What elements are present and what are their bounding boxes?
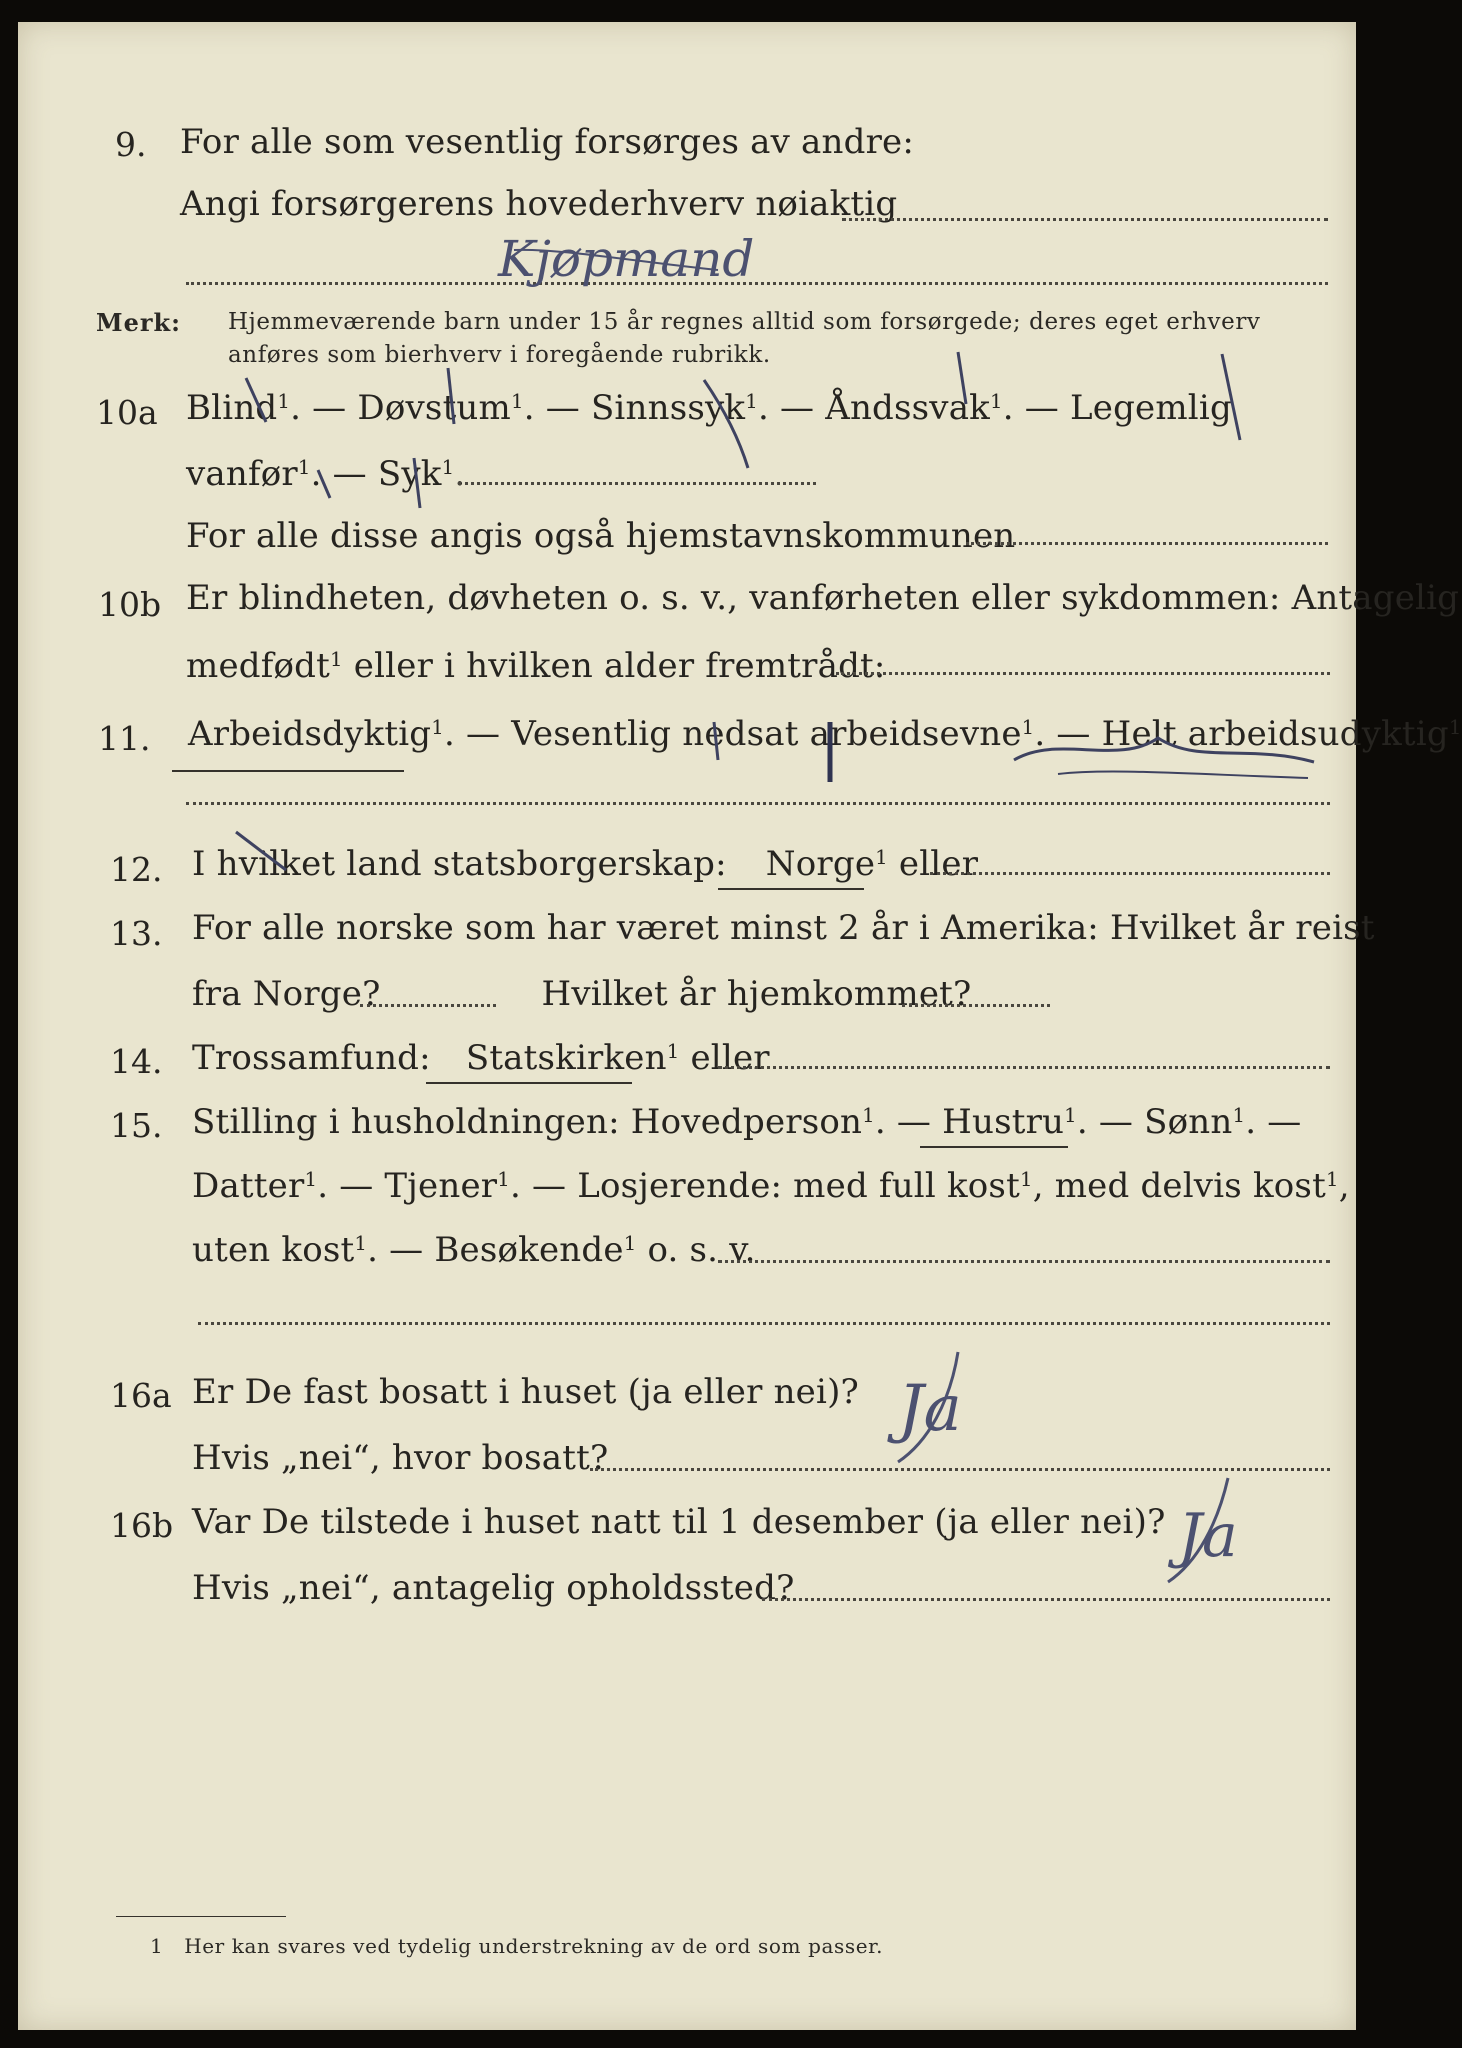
q10a-hjemstavn-line [966, 542, 1328, 545]
option-full-kost: . — Losjerende: med full kost [509, 1166, 1020, 1206]
q10a-number: 10a [96, 393, 158, 432]
q16b-opholdssted-line [762, 1598, 1330, 1601]
q16a-line1: Er De fast bosatt i huset (ja eller nei)? [192, 1372, 859, 1412]
option-legemlig: . — Legemlig [1002, 388, 1232, 428]
option-medfodt: medfødt [186, 646, 331, 686]
underline-hustru [920, 1146, 1068, 1148]
q10b-line2: medfødt$^1$ eller i hvilken alder fremtrådt: [186, 646, 886, 686]
q14-line: Trossamfund: Statskirken$^1$ eller [192, 1038, 770, 1078]
option-delvis-kost: , med delvis kost [1032, 1166, 1326, 1206]
q11-line: Arbeidsdyktig$^1$. — Vesentlig nedsat arbeidsevne$^1$. — Helt arbeidsudyktig$^1$ [188, 714, 1462, 754]
option-tjener: . — Tjener [317, 1166, 498, 1206]
handwriting-stroke-16b [1168, 1478, 1228, 1582]
q15-line1: Stilling i husholdningen: Hovedperson$^1$. — Hustru$^1$. — Sønn$^1$. — [192, 1102, 1302, 1142]
q13-hjemkommet: Hvilket år hjemkommet? [541, 974, 972, 1014]
q13-reist-line [360, 1004, 496, 1007]
strike-through-arbeidsudyktig-2 [1058, 771, 1308, 778]
q16b-line1: Var De tilstede i huset natt til 1 desember (ja eller nei)? [192, 1502, 1166, 1542]
q16a-line2: Hvis „nei“, hvor bosatt? [192, 1438, 609, 1478]
handwriting-flourish [514, 250, 718, 270]
footnote: 1 Her kan svares ved tydelig understrekning av de ord som passer. [150, 1934, 884, 1958]
q10a-line2: vanfør$^1$. — Syk$^1$. [186, 454, 466, 494]
q16b-line2: Hvis „nei“, antagelig opholdssted? [192, 1568, 795, 1608]
q13-number: 13. [110, 914, 163, 953]
q14-answer-line [718, 1066, 1330, 1069]
q14-label: Trossamfund: [192, 1038, 431, 1078]
option-blind: Blind [186, 388, 278, 428]
footnote-rule [116, 1916, 286, 1917]
q14-number: 14. [110, 1042, 163, 1081]
underline-norge [718, 888, 864, 890]
q16a-number: 16a [110, 1376, 172, 1415]
q15-answer-line-2 [198, 1322, 1330, 1325]
q12-answer-line [930, 872, 1330, 875]
q13-hjemkommet-line [902, 1004, 1050, 1007]
handwritten-answer-kjopmand: Kjøpmand [498, 230, 755, 288]
q13-fra-norge: fra Norge? [192, 974, 381, 1014]
merk-line1: Hjemmeværende barn under 15 år regnes alltid som forsørgede; deres eget erhverv [228, 309, 1261, 335]
q9-number: 9. [115, 125, 147, 164]
q11-number: 11. [98, 719, 151, 758]
option-datter: Datter [192, 1166, 305, 1206]
option-uten-kost: uten kost [192, 1230, 355, 1270]
q15-line3: uten kost$^1$. — Besøkende$^1$ o. s. v. [192, 1230, 756, 1270]
q10a-answer-line [458, 482, 816, 485]
q9-line2: Angi forsørgerens hovederhverv nøiaktig [180, 184, 898, 224]
q12-number: 12. [110, 850, 163, 889]
option-sonn: . — Sønn [1076, 1102, 1233, 1142]
option-norge: Norge [765, 844, 876, 884]
q9-line1: For alle som vesentlig forsørges av andre: [180, 122, 915, 162]
option-nedsat-arbeidsevne: . — Vesentlig nedsat arbeidsevne [444, 714, 1022, 754]
option-helt-arbeidsudyktig: . — Helt arbeidsudyktig [1034, 714, 1449, 754]
merk-line2: anføres som bierhverv i foregående rubrikk. [228, 342, 771, 368]
q10a-line3: For alle disse angis også hjemstavnskommunen [186, 516, 1016, 556]
option-besokende: . — Besøkende [367, 1230, 624, 1270]
q15-number: 15. [110, 1106, 163, 1145]
q13-line2 [192, 974, 971, 1014]
census-form-page [18, 22, 1462, 2030]
q10b-line1: Er blindheten, døvheten o. s. v., vanførheten eller sykdommen: Antagelig [186, 578, 1460, 618]
option-vanfor: vanfør [186, 454, 298, 494]
q9-answer-line-2 [186, 282, 1328, 285]
footnote-text: Her kan svares ved tydelig understrekning av de ord som passer. [184, 1934, 884, 1958]
option-hustru: Hustru [942, 1102, 1065, 1142]
option-sinnssyk: . — Sinnssyk [523, 388, 746, 428]
option-arbeidsdyktig: Arbeidsdyktig [188, 714, 432, 754]
handwritten-answer-16a: Ja [898, 1372, 962, 1446]
q12-line: I hvilket land statsborgerskap: Norge$^1$ eller [192, 844, 979, 884]
q10b-number: 10b [98, 585, 162, 624]
q15-line2: Datter$^1$. — Tjener$^1$. — Losjerende: med full kost$^1$, med delvis kost$^1$, [192, 1166, 1350, 1206]
q10b-answer-line [836, 672, 1330, 675]
handwriting-stroke-16a [898, 1352, 958, 1462]
option-andssvak: . — Åndssvak [757, 388, 990, 428]
option-statskirken: Statskirken [465, 1038, 667, 1078]
option-hovedperson: Stilling i husholdningen: Hovedperson [192, 1102, 863, 1142]
merk-label: Merk: [96, 308, 181, 337]
q11-answer-line [186, 802, 1330, 805]
handwritten-answer-16b: Ja [1178, 1501, 1238, 1571]
q10a-line1: Blind$^1$. — Døvstum$^1$. — Sinnssyk$^1$. — Åndssvak$^1$. — Legemlig [186, 388, 1232, 428]
q16a-bosatt-line [590, 1468, 1330, 1471]
q16b-number: 16b [110, 1506, 174, 1545]
underline-statskirken [426, 1082, 632, 1084]
q9-answer-line [842, 218, 1328, 221]
option-dovstum: . — Døvstum [290, 388, 511, 428]
option-syk: . — Syk [310, 454, 442, 494]
q15-answer-line [718, 1260, 1330, 1263]
q12-label: I hvilket land statsborgerskap: [192, 844, 727, 884]
underline-arbeidsdyktig [172, 770, 404, 772]
q13-line1: For alle norske som har været minst 2 år i Amerika: Hvilket år reist [192, 908, 1375, 948]
